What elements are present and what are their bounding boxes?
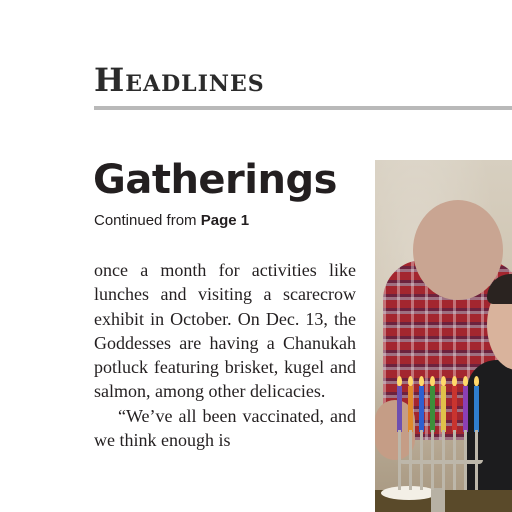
article-body: [94, 258, 356, 452]
menorah-candle: [463, 386, 468, 432]
candle-flame-icon: [408, 376, 413, 386]
section-title: Headlines: [94, 61, 265, 99]
menorah-base: [431, 488, 445, 512]
candle-flame-icon: [441, 376, 446, 386]
continued-from-line: [94, 212, 249, 229]
continued-prefix: Continued from: [94, 212, 197, 229]
candle-flame-icon: [474, 376, 479, 386]
menorah-arm: [398, 430, 401, 490]
menorah-arm: [453, 430, 456, 490]
menorah-arm: [431, 430, 434, 490]
menorah-candle: [441, 386, 446, 432]
menorah-candle: [430, 386, 435, 432]
menorah-arm: [420, 430, 423, 490]
candle-flame-icon: [463, 376, 468, 386]
menorah-arm: [409, 430, 412, 490]
candle-flame-icon: [397, 376, 402, 386]
continued-page-link[interactable]: Page 1: [200, 212, 250, 229]
menorah-arm: [442, 430, 445, 490]
menorah-candle: [408, 386, 413, 432]
article-headline: Gatherings: [93, 157, 337, 203]
section-divider: [94, 106, 512, 110]
body-paragraph: once a month for activities like lunches and visiting a scarecrow exhibit in October. On Dec. 13, the Goddesses are having a Chanukah potluck featuring brisket, kugel and salmon, among other delicacies.: [94, 260, 356, 402]
article-photo: [375, 160, 512, 512]
candle-flame-icon: [452, 376, 457, 386]
menorah-candle: [474, 386, 479, 432]
body-paragraph: “We’ve all been vaccinated, and we think enough is: [94, 405, 356, 451]
menorah-candle: [397, 386, 402, 432]
menorah-arm: [475, 430, 478, 490]
menorah-candle: [452, 386, 457, 432]
candle-flame-icon: [419, 376, 424, 386]
menorah-candle: [419, 386, 424, 432]
menorah-arm: [464, 430, 467, 490]
candle-flame-icon: [430, 376, 435, 386]
